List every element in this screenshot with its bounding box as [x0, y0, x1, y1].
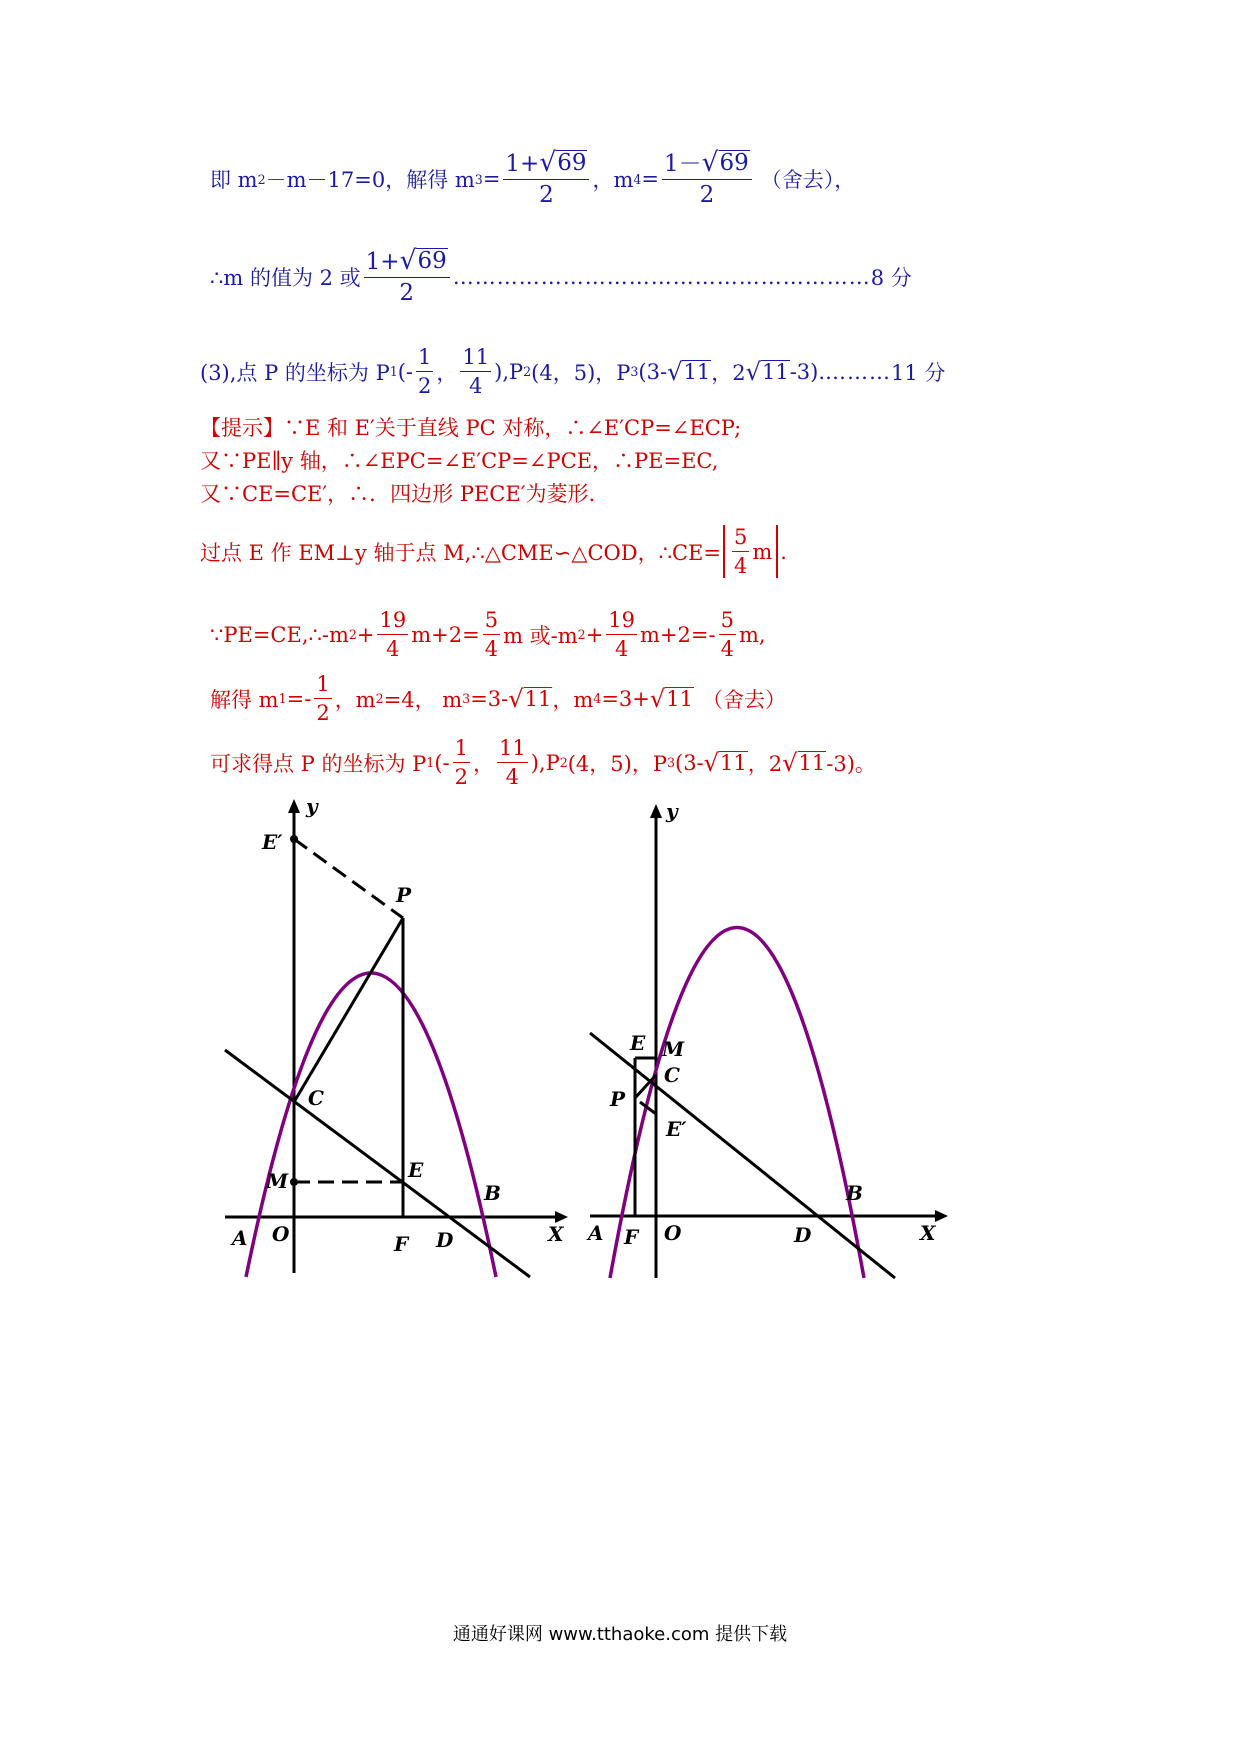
fraction-m4: 1－ √ 69 2: [662, 150, 752, 209]
label-e: E: [408, 1158, 424, 1182]
label-p: P: [396, 883, 412, 907]
label-x: X: [548, 1222, 564, 1246]
label-x: X: [920, 1221, 936, 1245]
segment-e-prime-p: [294, 839, 403, 918]
label-e-prime: E′: [666, 1117, 687, 1141]
fraction-m3: 1+ √ 69 2: [503, 150, 589, 209]
hint-line-1: 【提示】∵E 和 E′关于直线 PC 对称，∴∠E′CP=∠ECP;: [200, 416, 742, 440]
label-a: A: [588, 1221, 604, 1245]
solution-line-part3: (3),点 P 的坐标为 P 1 (- $\frac{1}{2}$ ， $\frac{11}{4}$ ),P 2 (4，5)，P 3 (3- √ 11 ，2 √ 11 -3). ……… 11 分: [200, 345, 946, 399]
x-axis-arrow: [935, 1210, 948, 1222]
label-e-prime: E′: [262, 830, 283, 854]
solution-line-m-equation: 即 m 2 －m－17=0，解得 m 3 = 1+ √ 69 2 ，m 4 = 1－ √ 69 2 （舍去），: [210, 147, 856, 209]
page-footer: 通通好课网 www.tthaoke.com 提供下载: [452, 1624, 788, 1645]
hint-line-3: 又∵CE=CE′，∴．四边形 PECE′为菱形.: [200, 482, 596, 506]
point-e-prime: [290, 835, 298, 843]
label-o: O: [272, 1222, 290, 1246]
label-y: y: [306, 795, 318, 818]
fraction-neg-half: $\frac{1}{2}$: [418, 345, 432, 399]
y-axis-arrow: [288, 799, 300, 813]
parabola: [610, 928, 864, 1279]
label-d: D: [794, 1223, 812, 1247]
label-p: P: [610, 1087, 626, 1111]
point-m: [290, 1178, 298, 1186]
figure-2-parabola: [570, 800, 950, 1290]
label-c: C: [664, 1063, 680, 1087]
label-a: A: [232, 1226, 248, 1250]
label-b: B: [484, 1181, 501, 1205]
label-b: B: [846, 1181, 863, 1205]
label-d: D: [436, 1228, 454, 1252]
label-y: y: [666, 800, 678, 823]
solution-line-m-values: ∴m 的值为 2 或 1+ √ 69 2 ………………………………………………… 8 分: [210, 245, 912, 307]
label-c: C: [308, 1086, 324, 1110]
label-o: O: [664, 1221, 682, 1245]
hint-line-coordinates: 可求得点 P 的坐标为 P 1 (- $\frac{1}{2}$ ， $\frac{11}{4}$ ),P 2 (4，5)，P 3 (3- √ 11 ，2 √ 11 -3)。: [210, 736, 876, 790]
hint-line-2: 又∵PE∥y 轴，∴∠EPC=∠E′CP=∠PCE，∴PE=EC,: [200, 449, 719, 473]
hint-line-equation: ∵PE=CE,∴-m 2 + $\frac{19}{4}$ m+2= $\frac{5}{4}$ m 或-m 2 + $\frac{19}{4}$ m+2=- $\frac{5}{4}$ m,: [210, 608, 766, 662]
label-e: E: [630, 1031, 646, 1055]
fraction-eleven-quarters: $\frac{11}{4}$: [462, 345, 490, 399]
y-axis-arrow: [650, 804, 662, 818]
label-f: F: [624, 1225, 639, 1249]
segment-cp: [294, 918, 403, 1102]
figure-1-parabola: [200, 795, 570, 1285]
hint-line-em: 过点 E 作 EM⊥y 轴于点 M,∴△CME∽△COD，∴CE= $\frac{5}{4}$ m .: [200, 525, 787, 579]
label-m: M: [266, 1169, 289, 1193]
hint-line-solutions: 解得 m 1 =- $\frac{1}{2}$ ，m 2 =4， m 3 =3- √ 11 ，m 4 =3+ √ 11 （舍去）: [210, 672, 786, 726]
fraction-m-value: 1+ √ 69 2: [364, 248, 450, 307]
label-f: F: [394, 1232, 409, 1256]
label-m: M: [662, 1037, 685, 1061]
absolute-value: $\frac{5}{4}$ m: [723, 525, 778, 578]
